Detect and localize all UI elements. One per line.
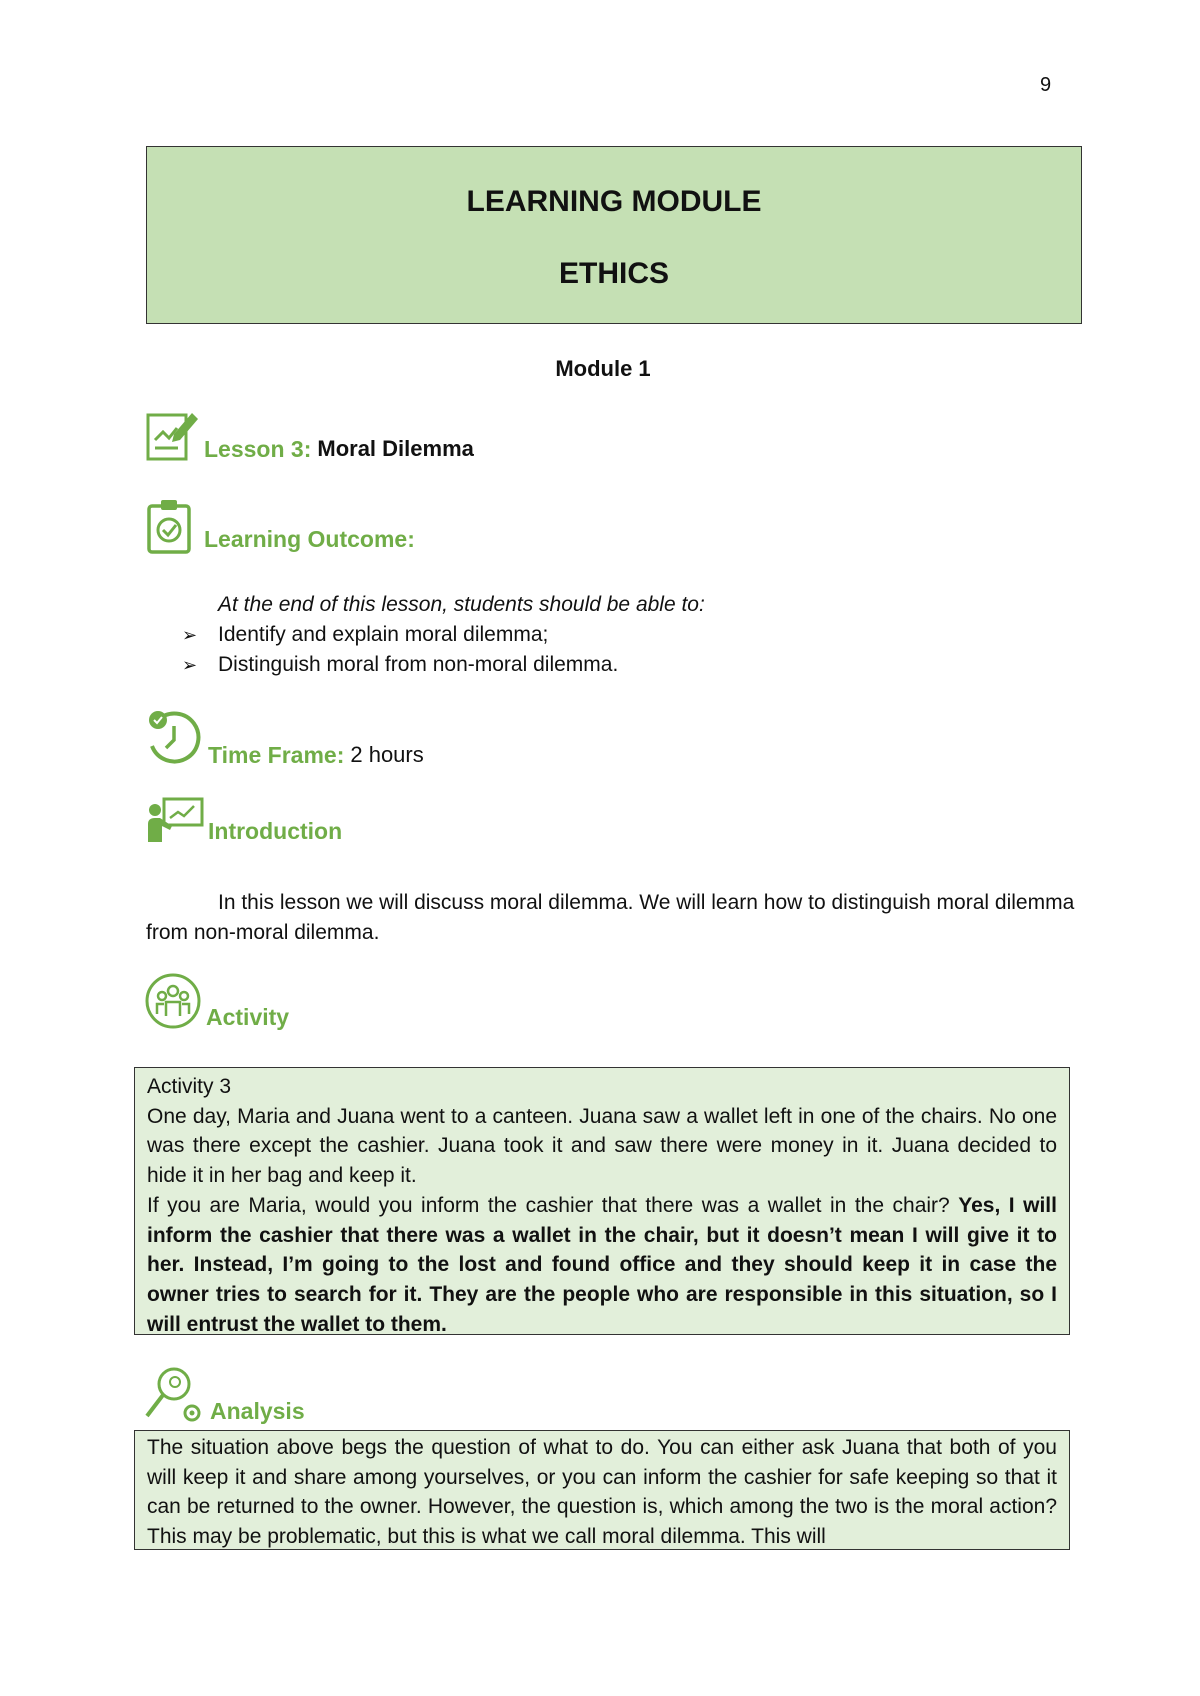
time-frame-heading bbox=[144, 708, 424, 768]
clipboard-check-icon bbox=[146, 498, 200, 552]
activity-answer: Yes, I will inform the cashier that there was a wallet in the chair, but it doesn’t mean I will give it to her. Instead, I’m going to the lost and found office and they should keep it in case the owner tries to search for it. They are the people who are responsible in this situation, so I will entrust the wallet to them. bbox=[147, 1193, 1057, 1336]
list-item: ➢ Identify and explain moral dilemma; bbox=[180, 620, 618, 650]
module-title-box bbox=[146, 146, 1082, 324]
arrow-bullet-icon: ➢ bbox=[182, 655, 198, 675]
list-item: ➢ Distinguish moral from non-moral dilemma. bbox=[180, 650, 618, 680]
activity-question-answer bbox=[147, 1191, 1057, 1340]
lesson-document-icon bbox=[146, 408, 200, 462]
activity-heading bbox=[144, 972, 289, 1030]
analysis-heading bbox=[144, 1366, 305, 1424]
time-frame-label: Time Frame: bbox=[208, 742, 345, 768]
group-people-icon bbox=[144, 972, 202, 1030]
learning-outcome-heading bbox=[146, 498, 415, 552]
introduction-label: Introduction bbox=[208, 818, 343, 844]
lesson-title: Moral Dilemma bbox=[317, 436, 474, 461]
page-number: 9 bbox=[1040, 74, 1052, 96]
activity-label: Activity bbox=[206, 1004, 290, 1030]
analysis-box bbox=[134, 1430, 1070, 1550]
clock-check-icon bbox=[144, 708, 204, 768]
magnifier-gear-icon bbox=[144, 1366, 206, 1424]
analysis-label: Analysis bbox=[210, 1398, 305, 1424]
lesson-heading bbox=[146, 408, 474, 462]
activity-box bbox=[134, 1067, 1070, 1335]
time-frame-value: 2 hours bbox=[350, 742, 424, 767]
learning-outcome-intro: At the end of this lesson, students should be able to: bbox=[218, 593, 705, 616]
lesson-label: Lesson 3: bbox=[204, 436, 312, 462]
learning-outcome-label: Learning Outcome: bbox=[204, 526, 415, 552]
activity-question: If you are Maria, would you inform the cashier that there was a wallet in the chair? bbox=[147, 1193, 950, 1217]
title-line-2: ETHICS bbox=[558, 257, 669, 290]
activity-box-title: Activity 3 bbox=[147, 1075, 232, 1098]
presentation-icon bbox=[146, 796, 204, 844]
activity-story: One day, Maria and Juana went to a canteen. Juana saw a wallet left in one of the chairs. No one was there except the cashier. Juana took it and saw there were money in it. Juana decided to hide it in her bag and keep it. bbox=[147, 1104, 1057, 1188]
module-label: Module 1 bbox=[555, 356, 651, 381]
arrow-bullet-icon: ➢ bbox=[182, 625, 198, 645]
analysis-text: The situation above begs the question of what to do. You can either ask Juana that both of you will keep it and share among yourselves, or you can inform the cashier for safe keeping so that it can be returned to the owner. However, the question is, which among the two is the moral action? This may be problematic, but this is what we call moral dilemma. This will bbox=[147, 1436, 1057, 1548]
title-line-1: LEARNING MODULE bbox=[466, 185, 762, 218]
introduction-text: In this lesson we will discuss moral dilemma. We will learn how to distinguish moral dilemma from non-moral dilemma. bbox=[146, 891, 1075, 944]
introduction-heading bbox=[146, 796, 342, 844]
learning-outcome-list bbox=[180, 620, 618, 680]
